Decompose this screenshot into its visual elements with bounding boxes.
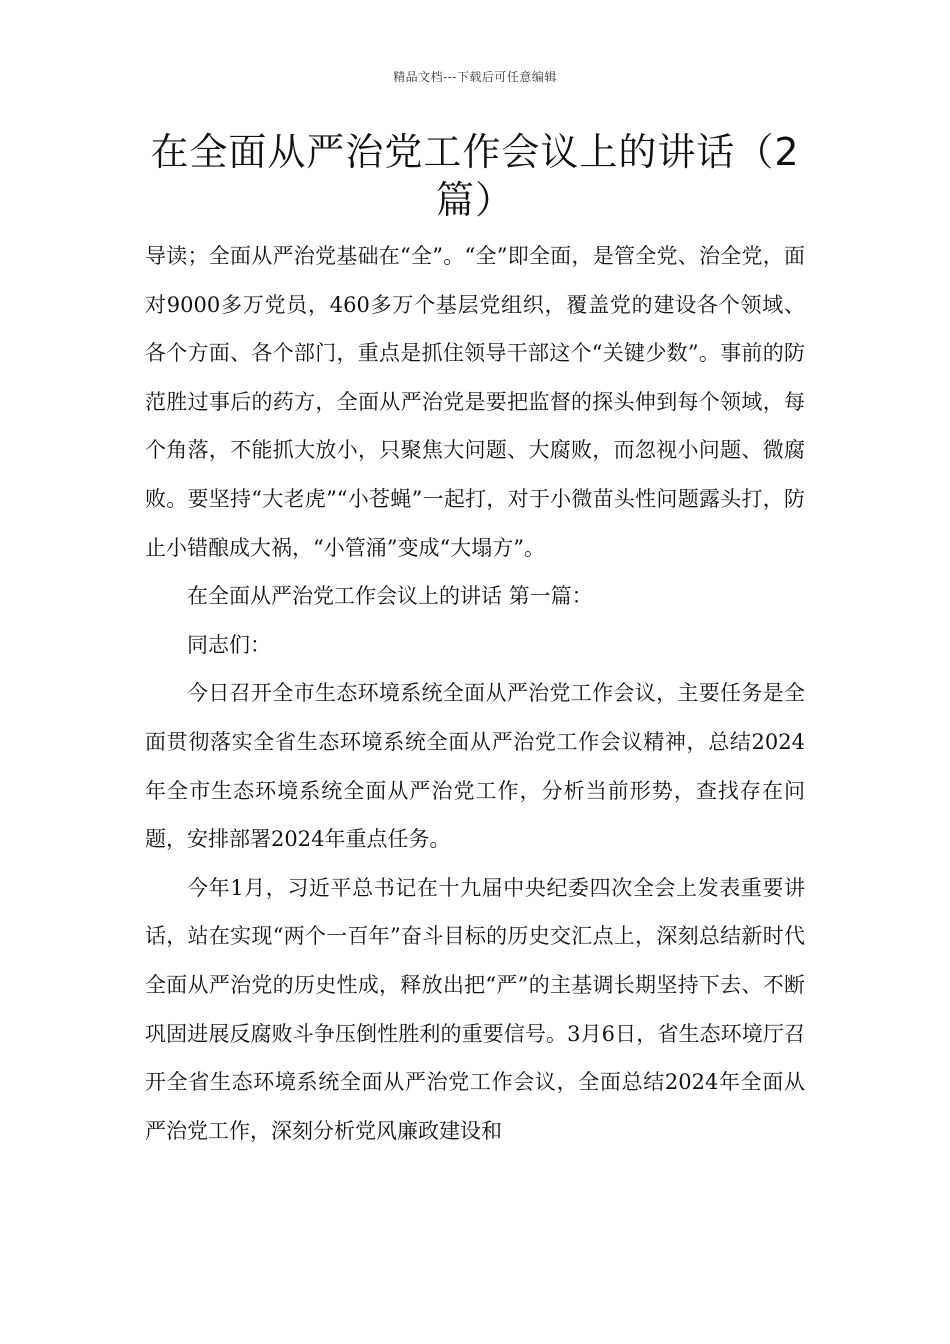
document-title: 在全面从严治党工作会议上的讲话（2篇）: [150, 130, 800, 222]
intro-paragraph: 导读；全面从严治党基础在“全”。“全”即全面，是管全党、治全党，面对9000多万党员，460多万个基层党组织，覆盖党的建设各个领域、各个方面、各个部门，重点是抓住领导干部这个“关键少数”。事前的防范胜过事后的药方，全面从严治党是要把监督的探头伸到每个领域，每个角落，不能抓大放小，只聚焦大问题、大腐败，而忽视小问题、微腐败。要坚持“大老虎”“小苍蝇”一起打，对于小微苗头性问题露头打，防止小错酿成大祸，“小管涌”变成“大塌方”。: [145, 244, 805, 560]
document-body: [145, 232, 805, 1155]
salutation: 同志们：: [187, 632, 271, 657]
body-paragraph: 今日召开全市生态环境系统全面从严治党工作会议，主要任务是全面贯彻落实全省生态环境系统全面从严治党工作会议精神，总结2024年全市生态环境系统全面从严治党工作，分析当前形势，查找存在问题，安排部署2024年重点任务。: [145, 681, 805, 852]
header-note: 精品文档---下载后可任意编辑: [393, 70, 557, 84]
body-paragraph: 今年1月，习近平总书记在十九届中央纪委四次全会上发表重要讲话，站在实现“两个一百年”奋斗目标的历史交汇点上，深刻总结新时代全面从严治党的历史性成，释放出把“严”的主基调长期坚持下去、不断巩固进展反腐败斗争压倒性胜利的重要信号。3月6日，省生态环境厅召开全省生态环境系统全面从严治党工作会议，全面总结2024年全面从严治党工作，深刻分析党风廉政建设和: [145, 875, 805, 1143]
section-heading: 在全面从严治党工作会议上的讲话 第一篇：: [187, 584, 593, 609]
